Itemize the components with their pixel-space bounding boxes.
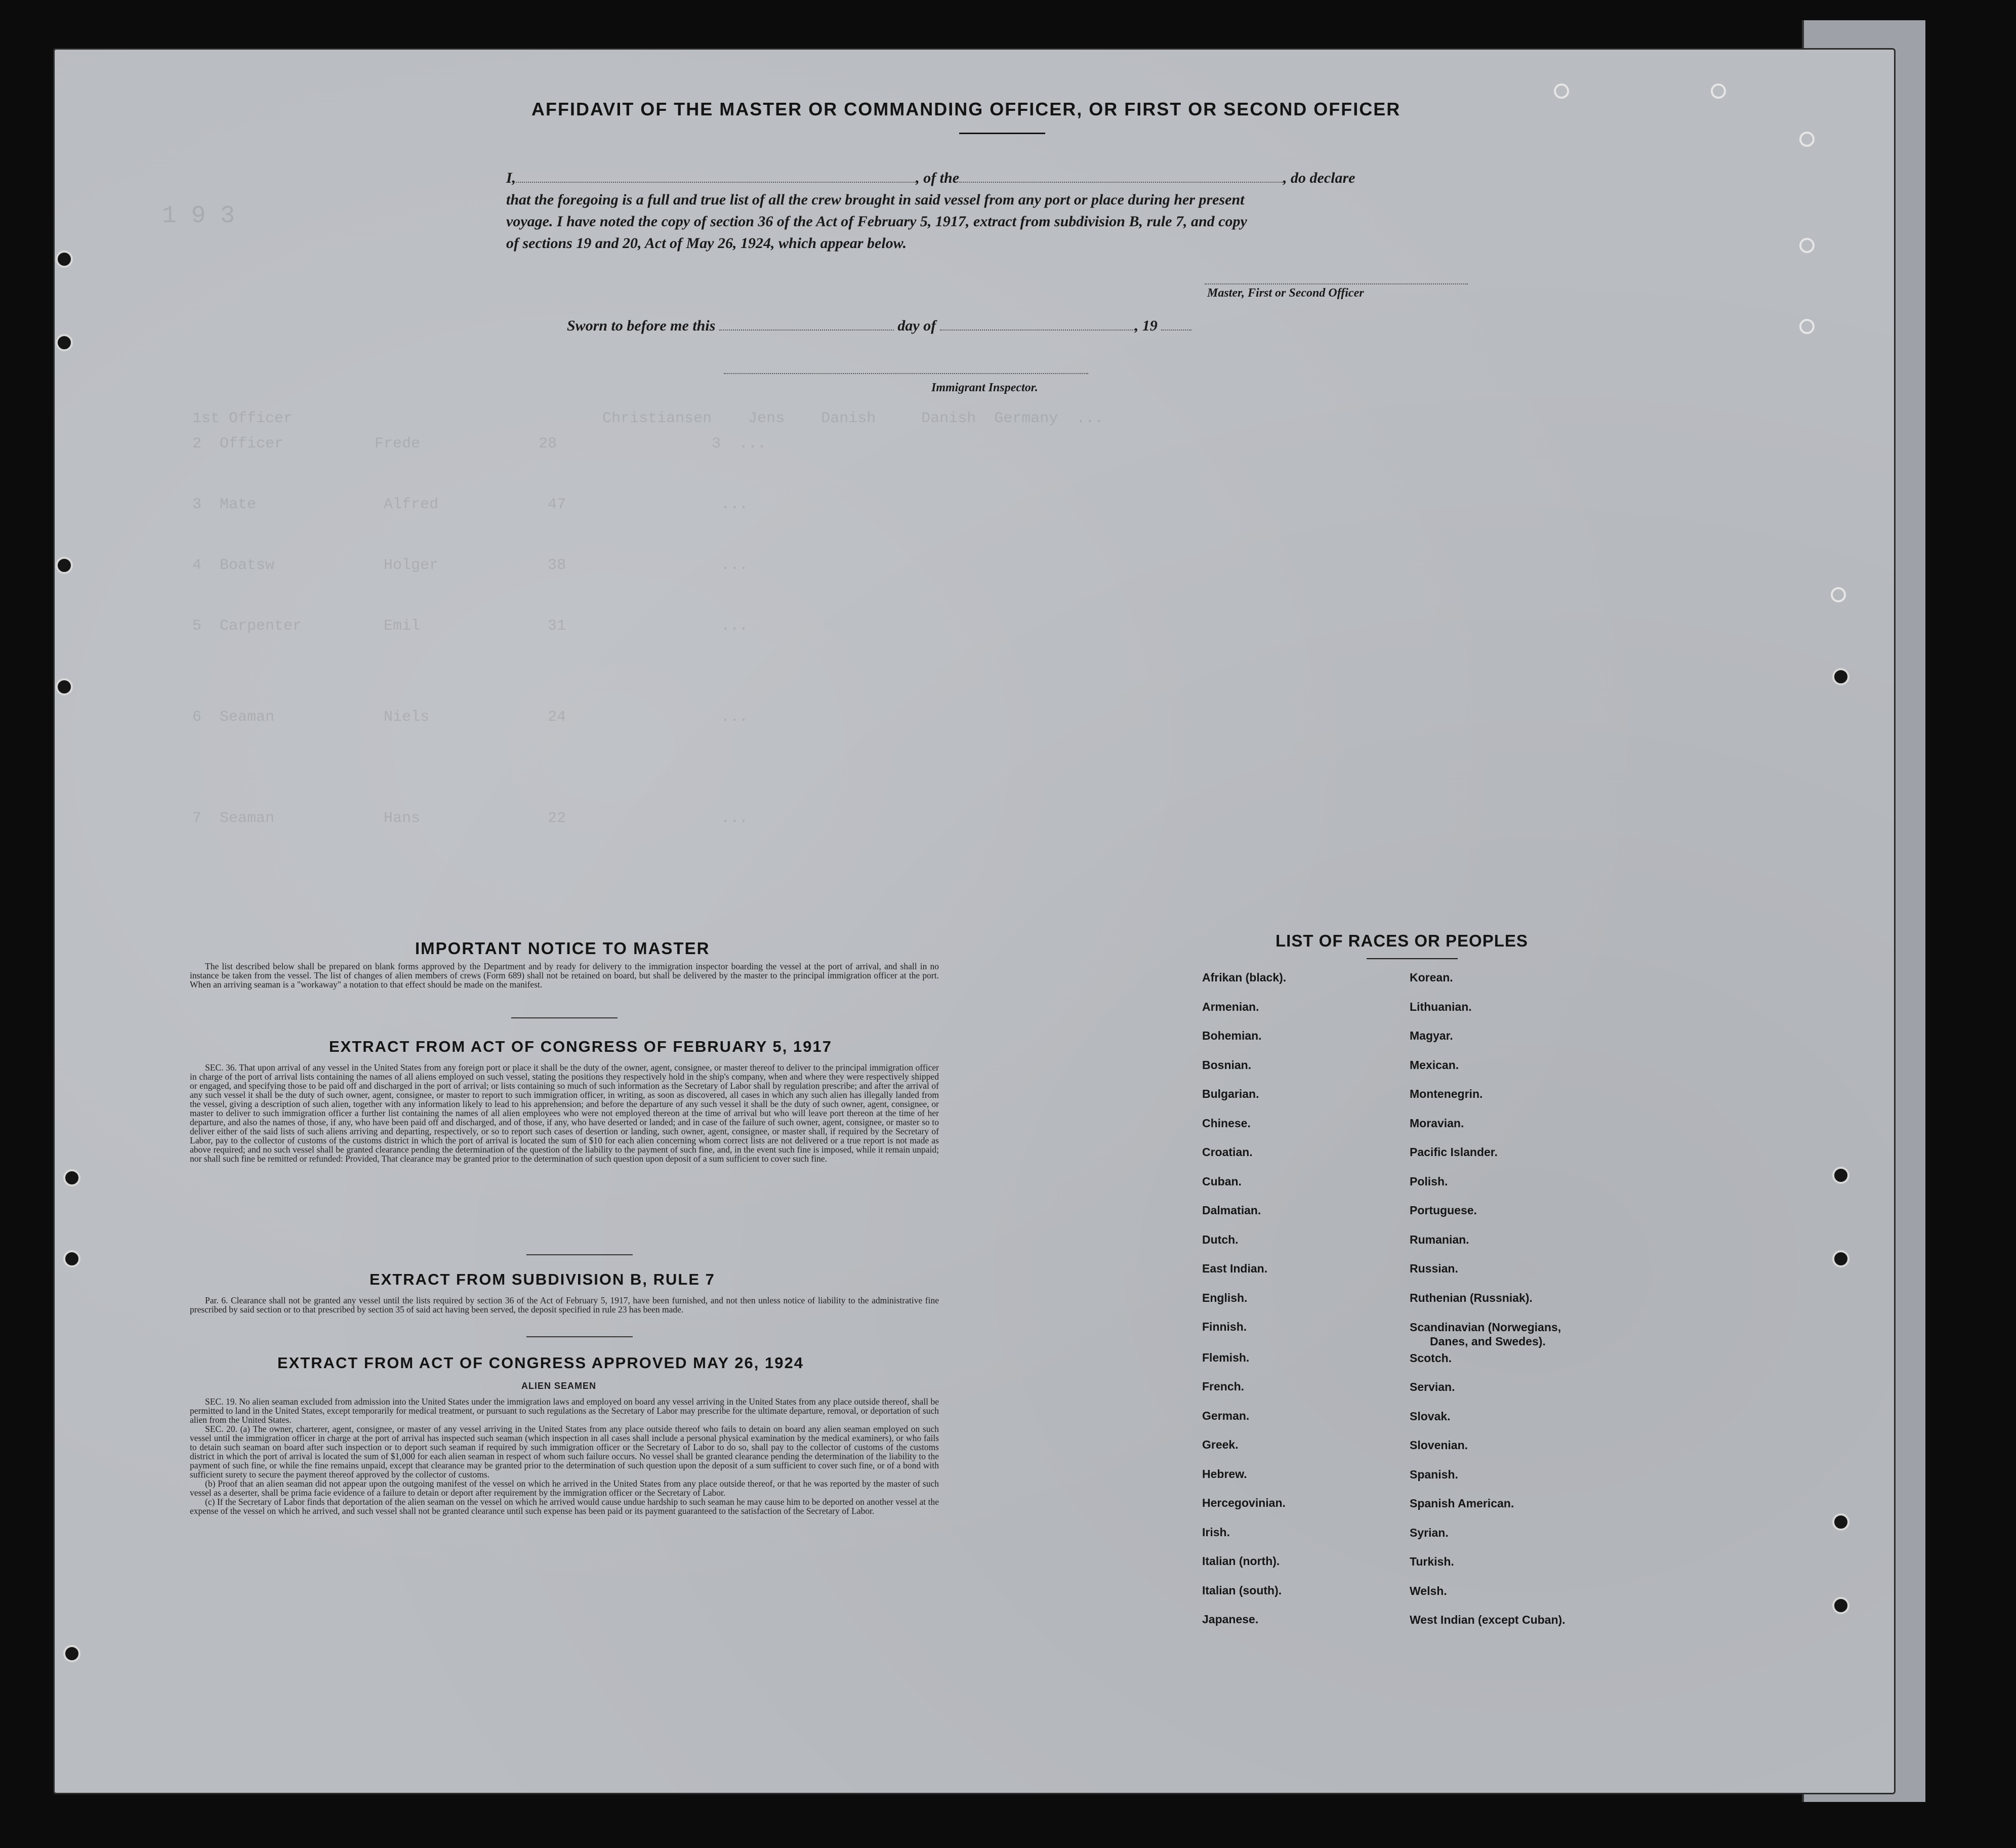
race-item: Russian. (1410, 1262, 1458, 1275)
race-item: Moravian. (1410, 1116, 1464, 1130)
sworn-day-field (719, 316, 894, 331)
race-item: Afrikan (black). (1202, 971, 1287, 984)
race-item: Scotch. (1410, 1351, 1452, 1365)
bleed-through-text: 1st Officer Christiansen Jens Danish Danish Germany ... (192, 410, 1104, 427)
bleed-through-text: 5 Carpenter Emil 31 ... (192, 618, 749, 635)
bleed-through-text: 7 Seaman Hans 22 ... (192, 810, 749, 827)
race-item: Armenian. (1202, 1000, 1259, 1013)
race-item: Bosnian. (1202, 1058, 1252, 1072)
binder-hole (56, 251, 73, 268)
alien-seamen-subtitle: ALIEN SEAMEN (521, 1381, 597, 1391)
race-item: Turkish. (1410, 1555, 1454, 1568)
bleed-through-text: 3 Mate Alfred 47 ... (192, 496, 749, 513)
inspector-label: Immigrant Inspector. (931, 381, 1038, 394)
race-item: Syrian. (1410, 1526, 1449, 1539)
race-item: German. (1202, 1409, 1250, 1422)
binder-ring (1711, 84, 1726, 99)
race-item: Spanish American. (1410, 1497, 1514, 1510)
binder-hole (56, 678, 73, 695)
affidavit-line-4: of sections 19 and 20, Act of May 26, 1924, which appear below. (506, 235, 907, 252)
divider (511, 1017, 618, 1018)
binder-hole (1832, 1167, 1849, 1184)
race-item: Servian. (1410, 1380, 1455, 1393)
binder-hole (1832, 1513, 1849, 1531)
affidavit-title: AFFIDAVIT OF THE MASTER OR COMMANDING OFFICER, OR FIRST OR SECOND OFFICER (531, 99, 1401, 119)
declare-text: , do declare (1283, 170, 1355, 186)
race-item: Hebrew. (1202, 1467, 1247, 1481)
affidavit-line-2: that the foregoing is a full and true list of all the crew brought in said vessel from any port or place during her present (506, 191, 1245, 208)
race-item-line-1: Scandinavian (Norwegians, (1410, 1321, 1561, 1334)
race-item: Chinese. (1202, 1116, 1251, 1130)
race-item: Bohemian. (1202, 1029, 1262, 1042)
extract-1917-title: EXTRACT FROM ACT OF CONGRESS OF FEBRUARY 5, 1917 (329, 1038, 832, 1055)
races-title: LIST OF RACES OR PEOPLES (1276, 931, 1528, 950)
race-item: Japanese. (1202, 1613, 1259, 1626)
race-item: Slovak. (1410, 1409, 1451, 1423)
sec-20a-text: SEC. 20. (a) The owner, charterer, agent, consignee, or master of any vessel arriving in the United States from any place outside thereof who fails to detain on board any alien seaman employed on such vessel until the immigration officer in charge at the port of arrival has inspected such seaman (which inspection in all cases shall include a personal physical examination by the medical examiners), or who fails to detain such seaman on board after such inspection or to deport such seaman if required by such immigration officer or the Secretary of Labor to do so, shall pay to the collector of customs of the customs district in which the port of arrival is located the sum of $1,000 for each alien seaman in respect of whom such failure occurs. No vessel shall be granted clearance pending the determination of the liability to the payment of such fine, or while the fine remains unpaid, except that clearance may be granted prior to the determination of such question upon the deposit of a sum sufficient to cover such fine, or of a bond with sufficient surety to secure the payment thereof approved by the collector of customs. (190, 1424, 939, 1480)
extract-1924-title: EXTRACT FROM ACT OF CONGRESS APPROVED MAY 26, 1924 (277, 1354, 804, 1372)
race-item: Dutch. (1202, 1233, 1239, 1246)
races-title-underline (1367, 958, 1458, 959)
race-item: Croatian. (1202, 1145, 1253, 1159)
extract-1917-text: SEC. 36. That upon arrival of any vessel in the United States from any foreign port or place it shall be the duty of the owner, agent, consignee, or master thereof to deliver to the principal immigration officer in charge of the port of arrival lists containing the names of all aliens employed on such vessel, stating the positions they respectively hold in the ship's company, when and where they were respectively shipped or engaged, and specifying those to be paid off and discharged in the port of arrival; or lists containing so much of such information as the Secretary of Labor shall by regulation prescribe; and after the arrival of any such vessel it shall be the duty of such owner, agent, consignee, or master to report to such immigration officer, in writing, as soon as discovered, all cases in which any such alien has illegally landed from the vessel, giving a description of such alien, together with any information likely to lead to his apprehension; and before the departure of any such vessel it shall be the duty of such owner, agent, consignee, or master to deliver to such immigration officer a further list containing the names of all alien employees who were not employed thereon at the time of arrival but who will leave port thereon at the time of her departure, and also the names of those, if any, who have been paid off and discharged, and of those, if any, who have deserted or landed; and in case of the failure of such owner, agent, consignee, or master so to deliver either of the said lists of such aliens arriving and departing, respectively, or so to report such cases of desertion or landing, such owner, agent, consignee, or master shall, if required by the Secretary of Labor, pay to the collector of customs of the customs district in which the port of arrival is located the sum of $10 for each alien concerning whom correct lists are not delivered or a true report is not made as above required; and no such vessel shall be granted clearance pending the determination of the question of the liability to the payment of such fine, and, in the event such fine is imposed, while it remain unpaid; nor shall such fine be remitted or refunded: Provided, That clearance may be granted prior to the determination of such question upon deposit of a sum sufficient to cover such fine. (190, 1062, 939, 1164)
binder-ring (1554, 84, 1569, 99)
declarant-name-field (516, 169, 916, 183)
race-item: Flemish. (1202, 1350, 1250, 1364)
race-item: French. (1202, 1380, 1245, 1393)
extract-1924-body (190, 1397, 939, 1515)
race-item: Pacific Islander. (1410, 1145, 1498, 1159)
binder-hole (1832, 668, 1849, 685)
race-item: Dalmatian. (1202, 1204, 1261, 1217)
inspector-signature-line (724, 372, 1088, 374)
race-item: Cuban. (1202, 1174, 1242, 1188)
bleed-through-text: 6 Seaman Niels 24 ... (192, 709, 749, 726)
race-item: Ruthenian (Russniak). (1410, 1291, 1533, 1304)
document-page (53, 48, 1896, 1794)
sworn-day-of: day of (897, 317, 936, 334)
sworn-year-field (1161, 316, 1191, 331)
binder-hole (56, 334, 73, 351)
divider (526, 1254, 633, 1255)
race-item: Montenegrin. (1410, 1087, 1483, 1100)
sworn-statement (567, 316, 1191, 335)
bleed-through-text: 1 9 3 (162, 202, 235, 230)
binder-hole (56, 557, 73, 574)
title-underline (959, 133, 1045, 134)
sec-20c-text: (c) If the Secretary of Labor finds that deportation of the alien seaman on the vessel on which he arrived would cause undue hardship to such seaman he may cause him to be deported on another vessel at the expense of the vessel on which he arrived, and such vessel shall not be granted clearance until such expense has been paid or its payment guaranteed to the satisfaction of the Secretary of Labor. (190, 1497, 939, 1516)
race-item: Irish. (1202, 1525, 1230, 1539)
binder-hole (63, 1169, 80, 1186)
sec-20b-text: (b) Proof that an alien seaman did not appear upon the outgoing manifest of the vessel on which he arrived in the United States from any place outside thereof, or that he was reported by the master of such vessel as a deserter, shall be prima facie evidence of a failure to detain or deport after requirement by the immigration officer or the Secretary of Labor. (190, 1479, 939, 1498)
binder-hole (63, 1250, 80, 1267)
race-item: East Indian. (1202, 1262, 1268, 1275)
race-item: Bulgarian. (1202, 1087, 1259, 1100)
race-item (1410, 1320, 1622, 1348)
signature-line (1205, 282, 1468, 284)
race-item: Lithuanian. (1410, 1000, 1472, 1013)
notice-text: The list described below shall be prepared on blank forms approved by the Department and by ready for delivery to the immigration inspector boarding the vessel at the port of arrival, and shall in no instance be taken from the vessel. The list of changes of alien members of crews (Form 689) shall not be retained on board, but shall be delivered by the master to the principal immigration officer at the port. When an arriving seaman is a "workaway" a notation to that effect should be made on the manifest. (190, 961, 939, 990)
race-item: Hercegovinian. (1202, 1496, 1286, 1509)
race-item: Finnish. (1202, 1320, 1247, 1333)
signature-label: Master, First or Second Officer (1207, 286, 1364, 300)
race-item: Korean. (1410, 971, 1453, 984)
race-item: Greek. (1202, 1438, 1239, 1451)
affidavit-statement (506, 167, 1488, 254)
divider (526, 1336, 633, 1337)
race-item: Italian (north). (1202, 1554, 1280, 1568)
sworn-year: , 19 (1134, 317, 1158, 334)
vessel-name-field (959, 169, 1283, 183)
notice-title: IMPORTANT NOTICE TO MASTER (415, 939, 710, 958)
sec-19-text: SEC. 19. No alien seaman excluded from admission into the United States under the immigration laws and employed on board any vessel arriving in the United States from any place outside thereof, shall be permitted to land in the United States, except temporarily for medical treatment, or pursuant to such regulations as the Secretary of Labor may prescribe for the ultimate departure, removal, or deportation of such alien from the United States. (190, 1397, 939, 1425)
binder-ring (1831, 587, 1846, 602)
bleed-through-text: 4 Boatsw Holger 38 ... (192, 557, 749, 574)
bleed-through-text: 2 Officer Frede 28 3 ... (192, 435, 767, 453)
binder-hole (1832, 1597, 1849, 1614)
affidavit-line-1 (506, 167, 1488, 189)
race-item: Slovenian. (1410, 1439, 1468, 1452)
binder-hole (63, 1645, 80, 1662)
extract-rule7-text: Par. 6. Clearance shall not be granted any vessel until the lists required by section 36 of the Act of February 5, 1917, have been furnished, and not then unless notice of liability to the administrative fine prescribed by said section or to that prescribed by section 35 of said act having been served, the deposit specified in rule 23 has been made. (190, 1295, 939, 1315)
of-the-text: , of the (916, 170, 960, 186)
binder-ring (1799, 319, 1815, 334)
declarant-prefix: I, (506, 170, 516, 186)
binder-hole (1832, 1250, 1849, 1267)
race-item: Magyar. (1410, 1029, 1453, 1042)
race-item: Rumanian. (1410, 1233, 1469, 1246)
race-item: English. (1202, 1291, 1248, 1304)
race-item: Mexican. (1410, 1058, 1459, 1072)
race-item: Italian (south). (1202, 1583, 1282, 1597)
race-item: Welsh. (1410, 1584, 1447, 1597)
sworn-prefix: Sworn to before me this (567, 317, 716, 334)
race-item-line-2: Danes, and Swedes). (1430, 1335, 1546, 1348)
binder-ring (1799, 132, 1815, 147)
race-item: Polish. (1410, 1174, 1448, 1188)
sworn-month-field (940, 316, 1135, 331)
race-item: West Indian (except Cuban). (1410, 1613, 1566, 1626)
affidavit-line-3: voyage. I have noted the copy of section 36 of the Act of February 5, 1917, extract from subdivision B, rule 7, and copy (506, 213, 1247, 230)
extract-rule7-title: EXTRACT FROM SUBDIVISION B, RULE 7 (369, 1270, 715, 1288)
race-item: Portuguese. (1410, 1204, 1477, 1217)
binder-ring (1799, 238, 1815, 253)
race-item: Spanish. (1410, 1467, 1458, 1481)
